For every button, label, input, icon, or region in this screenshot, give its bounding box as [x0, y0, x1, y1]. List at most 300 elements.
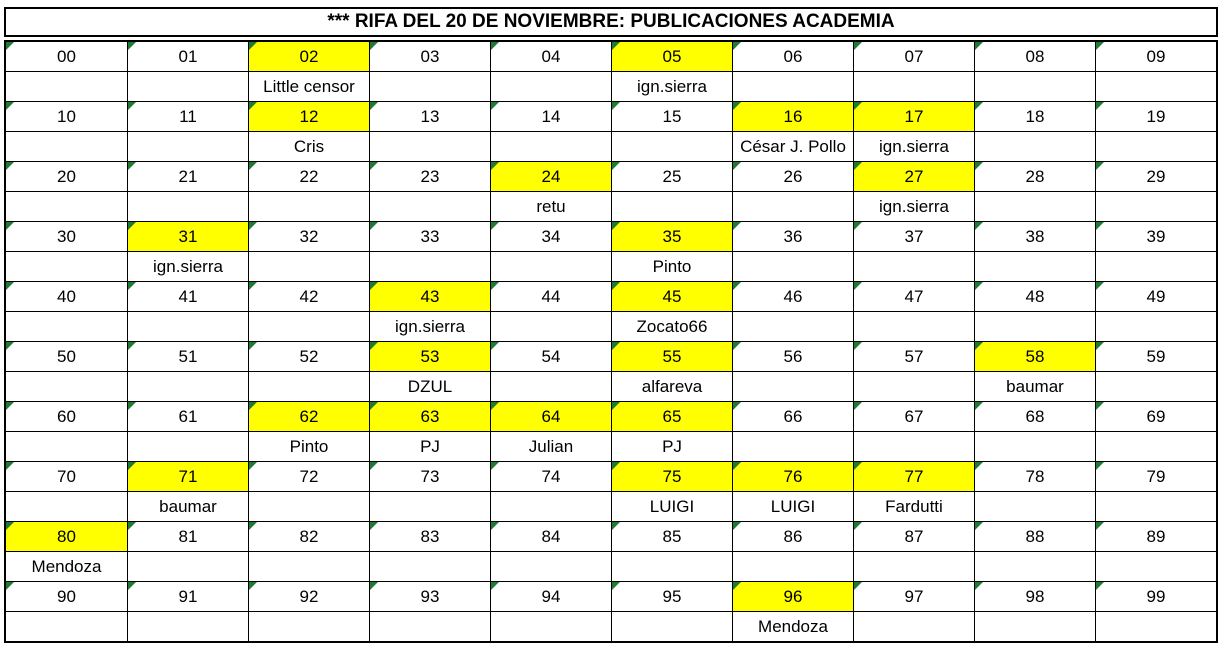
number-cell-50[interactable]: [6, 341, 127, 371]
empty-name-cell-92[interactable]: [248, 611, 369, 641]
buyer-name-cell-05[interactable]: [611, 71, 732, 101]
number-label: 62: [299, 406, 319, 426]
number-label: 81: [178, 526, 198, 546]
empty-name-cell-46[interactable]: [732, 311, 853, 341]
empty-name-cell-89[interactable]: [1095, 551, 1216, 581]
empty-name-cell-36[interactable]: [732, 251, 853, 281]
number-label: 27: [904, 166, 924, 186]
empty-name-cell-21[interactable]: [127, 191, 248, 221]
number-cell-08[interactable]: [974, 42, 1095, 71]
number-cell-10[interactable]: [6, 101, 127, 131]
number-cell-48[interactable]: [974, 281, 1095, 311]
number-cell-30[interactable]: [6, 221, 127, 251]
number-label: 25: [662, 166, 682, 186]
number-label: 82: [299, 526, 319, 546]
number-cell-53[interactable]: [369, 341, 490, 371]
number-label: 85: [662, 526, 682, 546]
empty-name-cell-87[interactable]: [853, 551, 974, 581]
stored-as-text-flag-icon: [128, 42, 136, 50]
buyer-name-label: LUIGI: [649, 496, 695, 516]
number-cell-74[interactable]: [490, 461, 611, 491]
number-cell-01[interactable]: [127, 42, 248, 71]
number-cell-94[interactable]: [490, 581, 611, 611]
number-cell-88[interactable]: [974, 521, 1095, 551]
empty-name-cell-18[interactable]: [974, 131, 1095, 161]
empty-name-cell-84[interactable]: [490, 551, 611, 581]
empty-name-cell-28[interactable]: [974, 191, 1095, 221]
stored-as-text-flag-icon: [854, 462, 862, 470]
empty-name-cell-08[interactable]: [974, 71, 1095, 101]
buyer-name-cell-45[interactable]: [611, 311, 732, 341]
number-cell-72[interactable]: [248, 461, 369, 491]
number-cell-32[interactable]: [248, 221, 369, 251]
stored-as-text-flag-icon: [733, 282, 741, 290]
number-label: 02: [299, 46, 319, 66]
number-cell-07[interactable]: [853, 42, 974, 71]
number-label: 77: [904, 466, 924, 486]
buyer-name-cell-02[interactable]: [248, 71, 369, 101]
number-cell-23[interactable]: [369, 161, 490, 191]
empty-name-cell-13[interactable]: [369, 131, 490, 161]
empty-name-cell-74[interactable]: [490, 491, 611, 521]
stored-as-text-flag-icon: [128, 282, 136, 290]
empty-name-cell-90[interactable]: [6, 611, 127, 641]
stored-as-text-flag-icon: [733, 42, 741, 50]
stored-as-text-flag-icon: [854, 342, 862, 350]
stored-as-text-flag-icon: [6, 162, 14, 170]
stored-as-text-flag-icon: [854, 162, 862, 170]
number-cell-45[interactable]: [611, 281, 732, 311]
number-label: 96: [783, 586, 803, 606]
number-cell-12[interactable]: [248, 101, 369, 131]
stored-as-text-flag-icon: [491, 342, 499, 350]
stored-as-text-flag-icon: [6, 222, 14, 230]
number-label: 00: [57, 46, 76, 66]
number-cell-77[interactable]: [853, 461, 974, 491]
number-cell-11[interactable]: [127, 101, 248, 131]
number-label: 78: [1025, 466, 1045, 486]
buyer-name-label: LUIGI: [770, 496, 816, 516]
empty-name-cell-66[interactable]: [732, 431, 853, 461]
number-cell-62[interactable]: [248, 401, 369, 431]
number-cell-84[interactable]: [490, 521, 611, 551]
empty-name-cell-81[interactable]: [127, 551, 248, 581]
number-cell-05[interactable]: [611, 42, 732, 71]
number-label: 45: [662, 286, 682, 306]
buyer-name-cell-55[interactable]: [611, 371, 732, 401]
number-label: 09: [1146, 46, 1166, 66]
number-cell-43[interactable]: [369, 281, 490, 311]
stored-as-text-flag-icon: [733, 342, 741, 350]
number-label: 68: [1025, 406, 1045, 426]
buyer-name-label: Pinto: [652, 256, 692, 276]
empty-name-cell-97[interactable]: [853, 611, 974, 641]
empty-name-cell-37[interactable]: [853, 251, 974, 281]
number-cell-46[interactable]: [732, 281, 853, 311]
number-cell-14[interactable]: [490, 101, 611, 131]
buyer-name-cell-17[interactable]: [853, 131, 974, 161]
number-label: 64: [541, 406, 561, 426]
stored-as-text-flag-icon: [370, 42, 378, 50]
empty-name-cell-88[interactable]: [974, 551, 1095, 581]
empty-name-cell-29[interactable]: [1095, 191, 1216, 221]
number-cell-81[interactable]: [127, 521, 248, 551]
empty-name-cell-68[interactable]: [974, 431, 1095, 461]
stored-as-text-flag-icon: [612, 522, 620, 530]
empty-name-cell-00[interactable]: [6, 71, 127, 101]
number-cell-37[interactable]: [853, 221, 974, 251]
buyer-name-cell-63[interactable]: [369, 431, 490, 461]
buyer-name-cell-75[interactable]: [611, 491, 732, 521]
number-cell-56[interactable]: [732, 341, 853, 371]
number-cell-19[interactable]: [1095, 101, 1216, 131]
number-cell-09[interactable]: [1095, 42, 1216, 71]
number-cell-42[interactable]: [248, 281, 369, 311]
number-cell-39[interactable]: [1095, 221, 1216, 251]
number-label: 89: [1146, 526, 1166, 546]
number-cell-40[interactable]: [6, 281, 127, 311]
buyer-name-cell-65[interactable]: [611, 431, 732, 461]
buyer-name-cell-77[interactable]: [853, 491, 974, 521]
number-cell-60[interactable]: [6, 401, 127, 431]
empty-name-cell-20[interactable]: [6, 191, 127, 221]
buyer-name-label: Pinto: [289, 436, 329, 456]
number-cell-63[interactable]: [369, 401, 490, 431]
number-cell-51[interactable]: [127, 341, 248, 371]
empty-name-cell-99[interactable]: [1095, 611, 1216, 641]
number-cell-35[interactable]: [611, 221, 732, 251]
empty-name-cell-93[interactable]: [369, 611, 490, 641]
empty-name-cell-38[interactable]: [974, 251, 1095, 281]
number-cell-92[interactable]: [248, 581, 369, 611]
number-cell-80[interactable]: [6, 521, 127, 551]
buyer-name-cell-12[interactable]: [248, 131, 369, 161]
number-label: 94: [541, 586, 561, 606]
number-cell-59[interactable]: [1095, 341, 1216, 371]
number-cell-87[interactable]: [853, 521, 974, 551]
number-cell-54[interactable]: [490, 341, 611, 371]
empty-name-cell-98[interactable]: [974, 611, 1095, 641]
stored-as-text-flag-icon: [1096, 282, 1104, 290]
number-cell-69[interactable]: [1095, 401, 1216, 431]
number-label: 79: [1146, 466, 1166, 486]
number-cell-78[interactable]: [974, 461, 1095, 491]
number-label: 34: [541, 226, 561, 246]
buyer-name-cell-31[interactable]: [127, 251, 248, 281]
empty-name-cell-56[interactable]: [732, 371, 853, 401]
buyer-name-cell-43[interactable]: [369, 311, 490, 341]
number-cell-21[interactable]: [127, 161, 248, 191]
number-cell-44[interactable]: [490, 281, 611, 311]
number-cell-95[interactable]: [611, 581, 732, 611]
number-label: 18: [1025, 106, 1045, 126]
stored-as-text-flag-icon: [6, 102, 14, 110]
empty-name-cell-07[interactable]: [853, 71, 974, 101]
empty-name-cell-26[interactable]: [732, 191, 853, 221]
empty-name-cell-10[interactable]: [6, 131, 127, 161]
number-cell-06[interactable]: [732, 42, 853, 71]
number-cell-36[interactable]: [732, 221, 853, 251]
stored-as-text-flag-icon: [733, 222, 741, 230]
buyer-name-cell-96[interactable]: [732, 611, 853, 641]
stored-as-text-flag-icon: [491, 102, 499, 110]
number-label: 13: [420, 106, 440, 126]
stored-as-text-flag-icon: [975, 162, 983, 170]
stored-as-text-flag-icon: [491, 522, 499, 530]
number-cell-64[interactable]: [490, 401, 611, 431]
stored-as-text-flag-icon: [6, 462, 14, 470]
number-cell-66[interactable]: [732, 401, 853, 431]
number-label: 91: [178, 586, 198, 606]
empty-name-cell-79[interactable]: [1095, 491, 1216, 521]
empty-name-cell-39[interactable]: [1095, 251, 1216, 281]
number-cell-24[interactable]: [490, 161, 611, 191]
number-cell-15[interactable]: [611, 101, 732, 131]
empty-name-cell-49[interactable]: [1095, 311, 1216, 341]
empty-name-cell-59[interactable]: [1095, 371, 1216, 401]
number-cell-33[interactable]: [369, 221, 490, 251]
number-cell-27[interactable]: [853, 161, 974, 191]
number-cell-18[interactable]: [974, 101, 1095, 131]
number-cell-26[interactable]: [732, 161, 853, 191]
number-cell-93[interactable]: [369, 581, 490, 611]
number-cell-98[interactable]: [974, 581, 1095, 611]
number-label: 46: [783, 286, 803, 306]
stored-as-text-flag-icon: [249, 222, 257, 230]
number-cell-20[interactable]: [6, 161, 127, 191]
empty-name-cell-91[interactable]: [127, 611, 248, 641]
empty-name-cell-67[interactable]: [853, 431, 974, 461]
stored-as-text-flag-icon: [128, 342, 136, 350]
number-label: 65: [662, 406, 682, 426]
number-cell-25[interactable]: [611, 161, 732, 191]
number-cell-41[interactable]: [127, 281, 248, 311]
number-cell-58[interactable]: [974, 341, 1095, 371]
buyer-name-label: DZUL: [407, 376, 453, 396]
stored-as-text-flag-icon: [370, 342, 378, 350]
buyer-name-cell-80[interactable]: [6, 551, 127, 581]
buyer-name-cell-76[interactable]: [732, 491, 853, 521]
number-cell-29[interactable]: [1095, 161, 1216, 191]
empty-name-cell-19[interactable]: [1095, 131, 1216, 161]
empty-name-cell-48[interactable]: [974, 311, 1095, 341]
number-cell-90[interactable]: [6, 581, 127, 611]
stored-as-text-flag-icon: [128, 582, 136, 590]
empty-name-cell-09[interactable]: [1095, 71, 1216, 101]
number-cell-67[interactable]: [853, 401, 974, 431]
empty-name-cell-94[interactable]: [490, 611, 611, 641]
number-label: 35: [662, 226, 682, 246]
number-cell-17[interactable]: [853, 101, 974, 131]
empty-name-cell-44[interactable]: [490, 311, 611, 341]
empty-name-cell-32[interactable]: [248, 251, 369, 281]
empty-name-cell-42[interactable]: [248, 311, 369, 341]
empty-name-cell-25[interactable]: [611, 191, 732, 221]
empty-name-cell-06[interactable]: [732, 71, 853, 101]
stored-as-text-flag-icon: [249, 342, 257, 350]
number-cell-02[interactable]: [248, 42, 369, 71]
empty-name-cell-22[interactable]: [248, 191, 369, 221]
buyer-name-cell-53[interactable]: [369, 371, 490, 401]
empty-name-cell-41[interactable]: [127, 311, 248, 341]
number-label: 29: [1146, 166, 1166, 186]
number-cell-82[interactable]: [248, 521, 369, 551]
number-cell-79[interactable]: [1095, 461, 1216, 491]
empty-name-cell-04[interactable]: [490, 71, 611, 101]
empty-name-cell-15[interactable]: [611, 131, 732, 161]
number-label: 74: [541, 466, 561, 486]
empty-name-cell-34[interactable]: [490, 251, 611, 281]
number-cell-16[interactable]: [732, 101, 853, 131]
number-cell-89[interactable]: [1095, 521, 1216, 551]
stored-as-text-flag-icon: [612, 42, 620, 50]
number-label: 69: [1146, 406, 1166, 426]
empty-name-cell-23[interactable]: [369, 191, 490, 221]
number-cell-13[interactable]: [369, 101, 490, 131]
buyer-name-cell-24[interactable]: [490, 191, 611, 221]
buyer-name-cell-35[interactable]: [611, 251, 732, 281]
stored-as-text-flag-icon: [854, 102, 862, 110]
empty-name-cell-60[interactable]: [6, 431, 127, 461]
number-cell-31[interactable]: [127, 221, 248, 251]
number-cell-70[interactable]: [6, 461, 127, 491]
empty-name-cell-52[interactable]: [248, 371, 369, 401]
number-label: 33: [420, 226, 440, 246]
number-cell-75[interactable]: [611, 461, 732, 491]
empty-name-cell-47[interactable]: [853, 311, 974, 341]
number-cell-91[interactable]: [127, 581, 248, 611]
number-cell-83[interactable]: [369, 521, 490, 551]
stored-as-text-flag-icon: [854, 42, 862, 50]
number-label: 53: [420, 346, 440, 366]
stored-as-text-flag-icon: [1096, 102, 1104, 110]
number-cell-52[interactable]: [248, 341, 369, 371]
number-label: 21: [178, 166, 198, 186]
stored-as-text-flag-icon: [249, 42, 257, 50]
empty-name-cell-51[interactable]: [127, 371, 248, 401]
stored-as-text-flag-icon: [612, 102, 620, 110]
empty-name-cell-70[interactable]: [6, 491, 127, 521]
stored-as-text-flag-icon: [249, 522, 257, 530]
empty-name-cell-78[interactable]: [974, 491, 1095, 521]
stored-as-text-flag-icon: [491, 282, 499, 290]
empty-name-cell-61[interactable]: [127, 431, 248, 461]
number-cell-73[interactable]: [369, 461, 490, 491]
number-label: 60: [57, 406, 76, 426]
number-cell-96[interactable]: [732, 581, 853, 611]
buyer-name-label: PJ: [420, 436, 440, 456]
number-cell-55[interactable]: [611, 341, 732, 371]
stored-as-text-flag-icon: [370, 162, 378, 170]
number-label: 12: [299, 106, 319, 126]
empty-name-cell-01[interactable]: [127, 71, 248, 101]
stored-as-text-flag-icon: [612, 462, 620, 470]
number-cell-28[interactable]: [974, 161, 1095, 191]
empty-name-cell-14[interactable]: [490, 131, 611, 161]
number-cell-85[interactable]: [611, 521, 732, 551]
empty-name-cell-83[interactable]: [369, 551, 490, 581]
empty-name-cell-11[interactable]: [127, 131, 248, 161]
number-cell-00[interactable]: [6, 42, 127, 71]
stored-as-text-flag-icon: [854, 522, 862, 530]
number-cell-49[interactable]: [1095, 281, 1216, 311]
number-label: 28: [1025, 166, 1045, 186]
raffle-grid: [4, 40, 1218, 643]
number-cell-68[interactable]: [974, 401, 1095, 431]
stored-as-text-flag-icon: [1096, 162, 1104, 170]
buyer-name-cell-16[interactable]: [732, 131, 853, 161]
buyer-name-cell-64[interactable]: [490, 431, 611, 461]
number-label: 23: [420, 166, 440, 186]
number-label: 75: [662, 466, 682, 486]
buyer-name-cell-58[interactable]: [974, 371, 1095, 401]
number-label: 44: [541, 286, 561, 306]
number-cell-57[interactable]: [853, 341, 974, 371]
empty-name-cell-03[interactable]: [369, 71, 490, 101]
number-cell-47[interactable]: [853, 281, 974, 311]
number-label: 59: [1146, 346, 1166, 366]
buyer-name-cell-27[interactable]: [853, 191, 974, 221]
empty-name-cell-33[interactable]: [369, 251, 490, 281]
empty-name-cell-40[interactable]: [6, 311, 127, 341]
stored-as-text-flag-icon: [975, 522, 983, 530]
stored-as-text-flag-icon: [249, 282, 257, 290]
empty-name-cell-82[interactable]: [248, 551, 369, 581]
empty-name-cell-54[interactable]: [490, 371, 611, 401]
empty-name-cell-69[interactable]: [1095, 431, 1216, 461]
number-cell-86[interactable]: [732, 521, 853, 551]
buyer-name-cell-71[interactable]: [127, 491, 248, 521]
number-label: 01: [178, 46, 198, 66]
buyer-name-label: Zocato66: [636, 316, 708, 336]
number-cell-76[interactable]: [732, 461, 853, 491]
empty-name-cell-95[interactable]: [611, 611, 732, 641]
empty-name-cell-72[interactable]: [248, 491, 369, 521]
number-cell-99[interactable]: [1095, 581, 1216, 611]
empty-name-cell-85[interactable]: [611, 551, 732, 581]
stored-as-text-flag-icon: [733, 582, 741, 590]
number-cell-04[interactable]: [490, 42, 611, 71]
number-label: 17: [904, 106, 924, 126]
empty-name-cell-30[interactable]: [6, 251, 127, 281]
stored-as-text-flag-icon: [612, 162, 620, 170]
empty-name-cell-73[interactable]: [369, 491, 490, 521]
number-cell-34[interactable]: [490, 221, 611, 251]
stored-as-text-flag-icon: [6, 342, 14, 350]
empty-name-cell-50[interactable]: [6, 371, 127, 401]
buyer-name-cell-62[interactable]: [248, 431, 369, 461]
empty-name-cell-57[interactable]: [853, 371, 974, 401]
number-cell-38[interactable]: [974, 221, 1095, 251]
number-cell-03[interactable]: [369, 42, 490, 71]
stored-as-text-flag-icon: [370, 582, 378, 590]
number-cell-97[interactable]: [853, 581, 974, 611]
number-cell-61[interactable]: [127, 401, 248, 431]
number-label: 19: [1146, 106, 1166, 126]
number-label: 87: [904, 526, 924, 546]
empty-name-cell-86[interactable]: [732, 551, 853, 581]
buyer-name-label: César J. Pollo: [740, 136, 846, 156]
stored-as-text-flag-icon: [249, 462, 257, 470]
number-cell-65[interactable]: [611, 401, 732, 431]
number-cell-71[interactable]: [127, 461, 248, 491]
number-label: 11: [179, 106, 197, 126]
number-cell-22[interactable]: [248, 161, 369, 191]
number-label: 90: [57, 586, 76, 606]
number-label: 66: [783, 406, 803, 426]
number-label: 08: [1025, 46, 1045, 66]
stored-as-text-flag-icon: [370, 462, 378, 470]
